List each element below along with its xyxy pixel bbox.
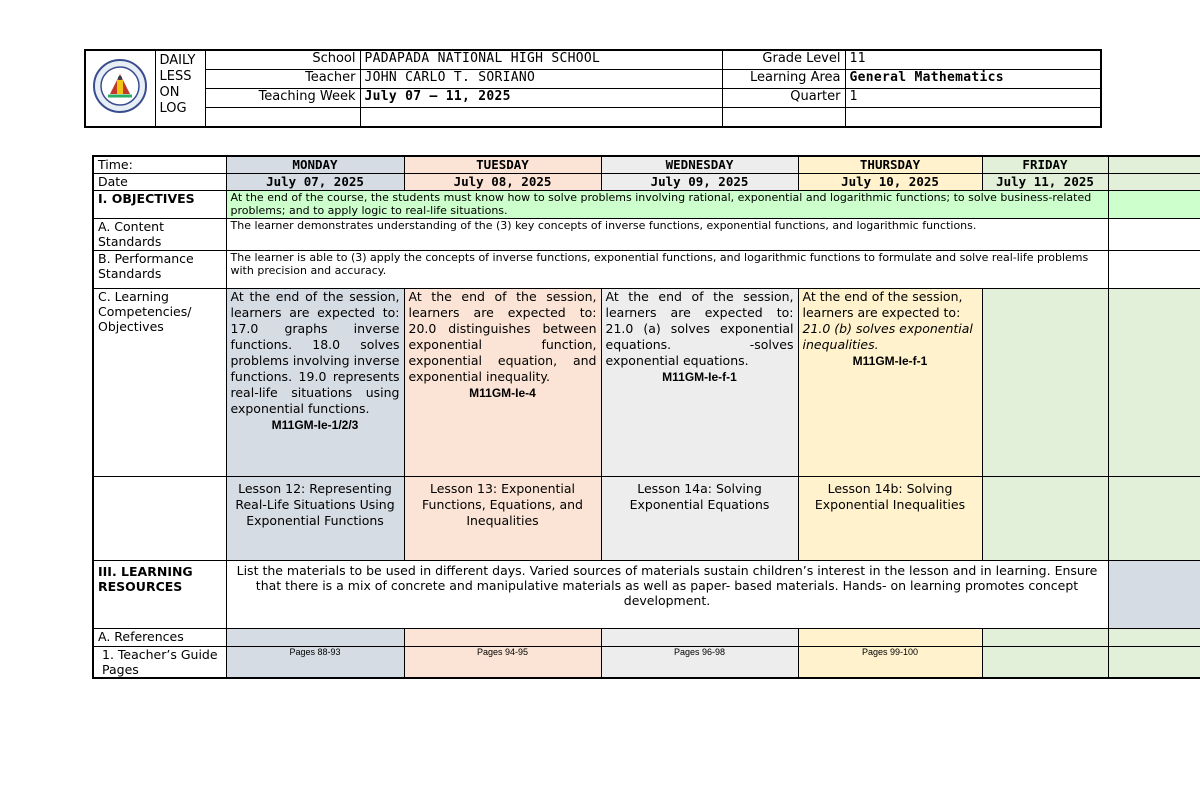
monday-competency-code: M11GM-Ie-1/2/3 xyxy=(271,417,359,432)
day-friday: FRIDAY xyxy=(982,156,1108,173)
thursday-tg-pages: Pages 99-100 xyxy=(798,646,982,678)
teacher-label: Teacher xyxy=(205,70,360,89)
thursday-objective-item: 21.0 (b) solves exponential inequalities. xyxy=(802,320,973,352)
competencies-label: C. Learning Competencies/ Objectives xyxy=(93,288,226,476)
grade-level-label: Grade Level xyxy=(722,50,845,70)
thursday-competency-code: M11GM-Ie-f-1 xyxy=(852,353,928,368)
header-blank xyxy=(205,108,360,128)
teacher-name: JOHN CARLO T. SORIANO xyxy=(360,70,722,89)
school-logo xyxy=(85,50,155,127)
friday-references xyxy=(982,628,1108,646)
learning-resources-label: III. LEARNING RESOURCES xyxy=(93,560,226,628)
performance-standards-label: B. Performance Standards xyxy=(93,250,226,288)
quarter-value: 1 xyxy=(845,89,1101,108)
extra-column xyxy=(1108,173,1200,190)
content-standards-row xyxy=(93,218,1200,250)
wednesday-tg-pages: Pages 96-98 xyxy=(601,646,798,678)
objectives-text: At the end of the course, the students must know how to solve problems involving rational, exponential and logarithmic functions; to solve business-related problems; and to apply logic to real-life situations. xyxy=(226,190,1108,218)
wednesday-references xyxy=(601,628,798,646)
friday-lesson xyxy=(982,476,1108,560)
date-label: Date xyxy=(93,173,226,190)
tuesday-lesson: Lesson 13: Exponential Functions, Equations, and Inequalities xyxy=(404,476,601,560)
extra-column xyxy=(1108,646,1200,678)
extra-column xyxy=(1108,156,1200,173)
content-standards-text: The learner demonstrates understanding of the (3) key concepts of inverse functions, exponential functions, and logarithmic functions. xyxy=(226,218,1108,250)
tuesday-tg-pages: Pages 94-95 xyxy=(404,646,601,678)
thursday-references xyxy=(798,628,982,646)
extra-column xyxy=(1108,190,1200,218)
date-tuesday: July 08, 2025 xyxy=(404,173,601,190)
school-label: School xyxy=(205,50,360,70)
day-monday: MONDAY xyxy=(226,156,404,173)
thursday-objective-intro: At the end of the session, learners are expected to: xyxy=(802,288,963,320)
lesson-row xyxy=(93,476,1200,560)
thursday-lesson: Lesson 14b: Solving Exponential Inequalities xyxy=(798,476,982,560)
references-label: A. References xyxy=(93,628,226,646)
teachers-guide-label: 1. Teacher’s Guide Pages xyxy=(93,646,226,678)
quarter-label: Quarter xyxy=(722,89,845,108)
wednesday-objective-text: At the end of the session, learners are expected to: 21.0 (a) solves exponential equations. -solves exponential equations. xyxy=(605,288,794,368)
extra-column xyxy=(1108,560,1200,628)
teaching-week-label: Teaching Week xyxy=(205,89,360,108)
day-thursday: THURSDAY xyxy=(798,156,982,173)
tuesday-objectives xyxy=(404,288,601,476)
monday-objective-text: At the end of the session, learners are expected to: 17.0 graphs inverse functions. 18.0 solves problems involving inverse functions. 19.0 represents real-life situations using exponential functions. xyxy=(230,288,400,416)
objectives-row xyxy=(93,190,1200,218)
date-row xyxy=(93,173,1200,190)
friday-objectives xyxy=(982,288,1108,476)
learning-area-value: General Mathematics xyxy=(845,70,1101,89)
performance-standards-row xyxy=(93,250,1200,288)
grade-level-value: 11 xyxy=(845,50,1101,70)
school-name: PADAPADA NATIONAL HIGH SCHOOL xyxy=(360,50,722,70)
competencies-row xyxy=(93,288,1200,476)
monday-lesson: Lesson 12: Representing Real-Life Situations Using Exponential Functions xyxy=(226,476,404,560)
dll-title: DAILY LESS ON LOG xyxy=(155,50,205,127)
monday-references xyxy=(226,628,404,646)
extra-column xyxy=(1108,476,1200,560)
objectives-label: I. OBJECTIVES xyxy=(93,190,226,218)
date-monday: July 07, 2025 xyxy=(226,173,404,190)
learning-resources-row xyxy=(93,560,1200,628)
lesson-label-blank xyxy=(93,476,226,560)
lesson-log-table xyxy=(92,155,1200,679)
monday-tg-pages: Pages 88-93 xyxy=(226,646,404,678)
extra-column xyxy=(1108,628,1200,646)
school-seal-icon xyxy=(92,58,148,114)
date-wednesday: July 09, 2025 xyxy=(601,173,798,190)
date-friday: July 11, 2025 xyxy=(982,173,1108,190)
wednesday-objectives xyxy=(601,288,798,476)
day-tuesday: TUESDAY xyxy=(404,156,601,173)
teachers-guide-row xyxy=(93,646,1200,678)
learning-resources-text: List the materials to be used in different days. Varied sources of materials sustain children’s interest in the lesson and in learning. Ensure that there is a mix of concrete and manipulative materials as well as paper- based materials. Hands- on learning promotes concept development. xyxy=(226,560,1108,628)
date-thursday: July 10, 2025 xyxy=(798,173,982,190)
learning-area-label: Learning Area xyxy=(722,70,845,89)
friday-tg-pages xyxy=(982,646,1108,678)
header-blank xyxy=(845,108,1101,128)
thursday-objectives xyxy=(798,288,982,476)
header-blank xyxy=(360,108,722,128)
extra-column xyxy=(1108,288,1200,476)
references-row xyxy=(93,628,1200,646)
content-standards-label: A. Content Standards xyxy=(93,218,226,250)
dll-header-table xyxy=(84,49,1102,128)
wednesday-lesson: Lesson 14a: Solving Exponential Equations xyxy=(601,476,798,560)
tuesday-references xyxy=(404,628,601,646)
header-blank xyxy=(722,108,845,128)
time-label: Time: xyxy=(93,156,226,173)
day-header-row xyxy=(93,156,1200,173)
performance-standards-text: The learner is able to (3) apply the concepts of inverse functions, exponential functions, and logarithmic functions to formulate and solve real-life problems with precision and accuracy. xyxy=(226,250,1108,288)
monday-objectives xyxy=(226,288,404,476)
day-wednesday: WEDNESDAY xyxy=(601,156,798,173)
tuesday-objective-text: At the end of the session, learners are expected to: 20.0 distinguishes between exponential function, exponential equation, and exponential inequality. xyxy=(408,288,597,384)
tuesday-competency-code: M11GM-Ie-4 xyxy=(469,385,536,400)
teaching-week-value: July 07 – 11, 2025 xyxy=(360,89,722,108)
extra-column xyxy=(1108,218,1200,250)
extra-column xyxy=(1108,250,1200,288)
wednesday-competency-code: M11GM-Ie-f-1 xyxy=(662,369,737,384)
